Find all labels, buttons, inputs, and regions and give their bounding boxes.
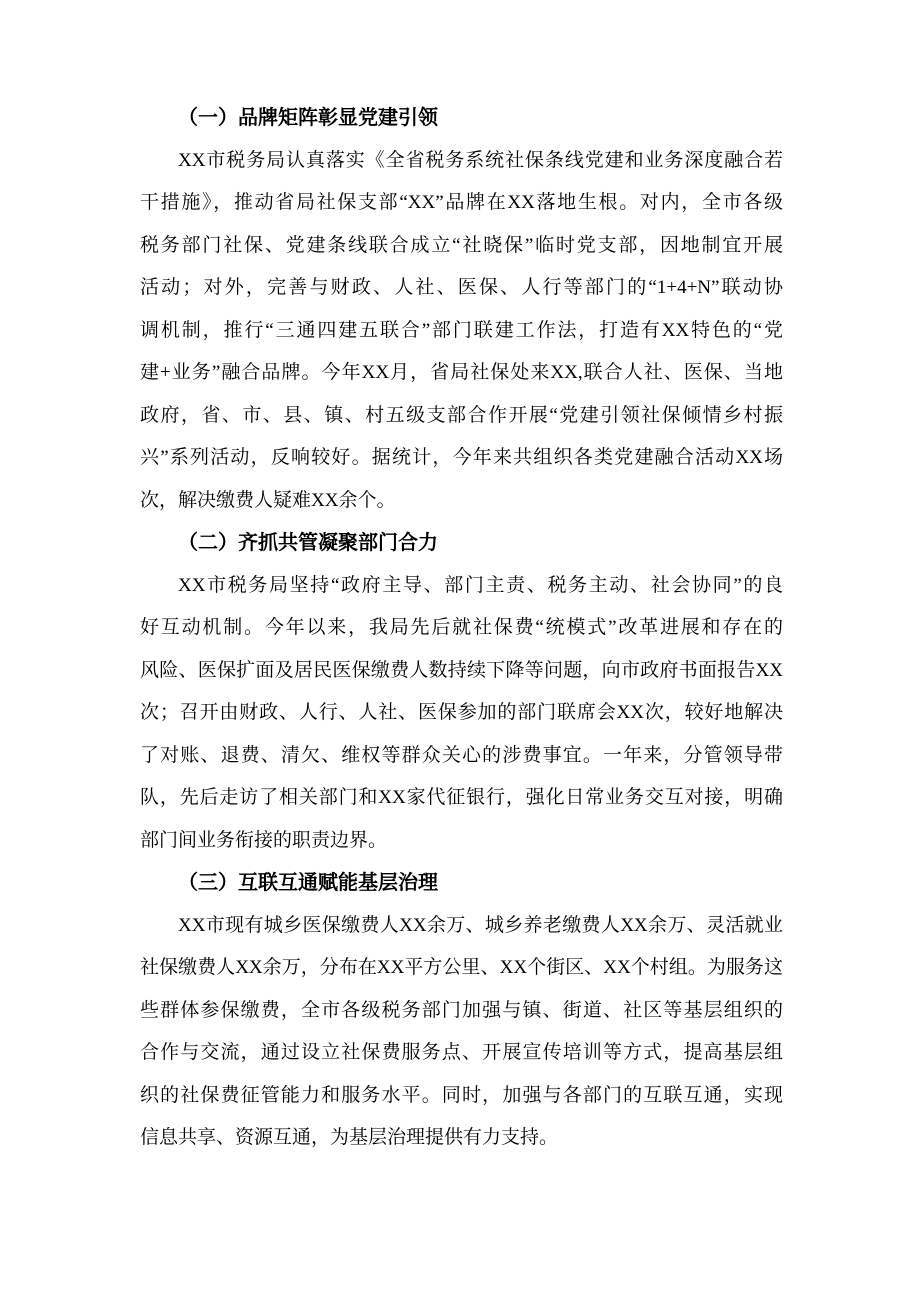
text-line: 政府，省、市、县、镇、村五级支部合作开展“党建引领社保倾情乡村振 (140, 404, 783, 426)
text-line: 风险、医保扩面及居民医保缴费人数持续下降等问题，向市政府书面报告XX (140, 659, 783, 681)
text-line: 好互动机制。今年以来，我局先后就社保费“统模式”改革进展和存在的 (140, 617, 783, 638)
text-line: 社保缴费人XX余万，分布在XX平方公里、XX个街区、XX个村组。为服务这 (140, 957, 783, 978)
text-line: 活动；对外，完善与财政、人社、医保、人行等部门的“1+4+N”联动协 (140, 277, 783, 298)
text-line: 队，先后走访了相关部门和XX家代征银行，强化日常业务交互对接，明确 (140, 787, 783, 808)
text-line: 税务部门社保、党建条线联合成立“社晓保”临时党支部，因地制宜开展 (140, 234, 783, 256)
text-line: 次；召开由财政、人行、人社、医保参加的部门联席会XX次，较好地解决 (140, 702, 783, 723)
text-line: 信息共享、资源互通，为基层治理提供有力支持。 (140, 1127, 559, 1148)
text-line: XX市税务局坚持“政府主导、部门主责、税务主动、社会协同”的良 (178, 574, 783, 596)
text-line: 调机制，推行“三通四建五联合”部门联建工作法，打造有XX特色的“党 (140, 319, 783, 341)
text-line: 干措施》，推动省局社保支部“XX”品牌在XX落地生根。对内，全市各级 (140, 192, 783, 213)
text-line: 兴”系列活动，反响较好。据统计，今年来共组织各类党建融合活动XX场 (140, 447, 783, 468)
text-line: 合作与交流，通过设立社保费服务点、开展宣传培训等方式，提高基层组 (140, 1042, 783, 1063)
text-line: XX市现有城乡医保缴费人XX余万、城乡养老缴费人XX余万、灵活就业 (178, 914, 783, 936)
text-line: 些群体参保缴费，全市各级税务部门加强与镇、街道、社区等基层组织的 (140, 999, 783, 1021)
section-heading-2: （二）齐抓共管凝聚部门合力 (178, 532, 438, 554)
text-line: 次，解决缴费人疑难XX余个。 (140, 489, 396, 511)
text-line: 建+业务”融合品牌。今年XX月，省局社保处来XX,联合人社、医保、当地 (140, 362, 783, 383)
section-heading-3: （三）互联互通赋能基层治理 (178, 872, 438, 894)
text-line: 织的社保费征管能力和服务水平。同时，加强与各部门的互联互通，实现 (140, 1084, 783, 1106)
text-line: 部门间业务衔接的职责边界。 (140, 829, 388, 851)
text-line: XX市税务局认真落实《全省税务系统社保条线党建和业务深度融合若 (178, 149, 783, 171)
text-line: 了对账、退费、清欠、维权等群众关心的涉费事宜。一年来，分管领导带 (140, 744, 783, 766)
section-heading-1: （一）品牌矩阵彰显党建引领 (178, 107, 438, 129)
